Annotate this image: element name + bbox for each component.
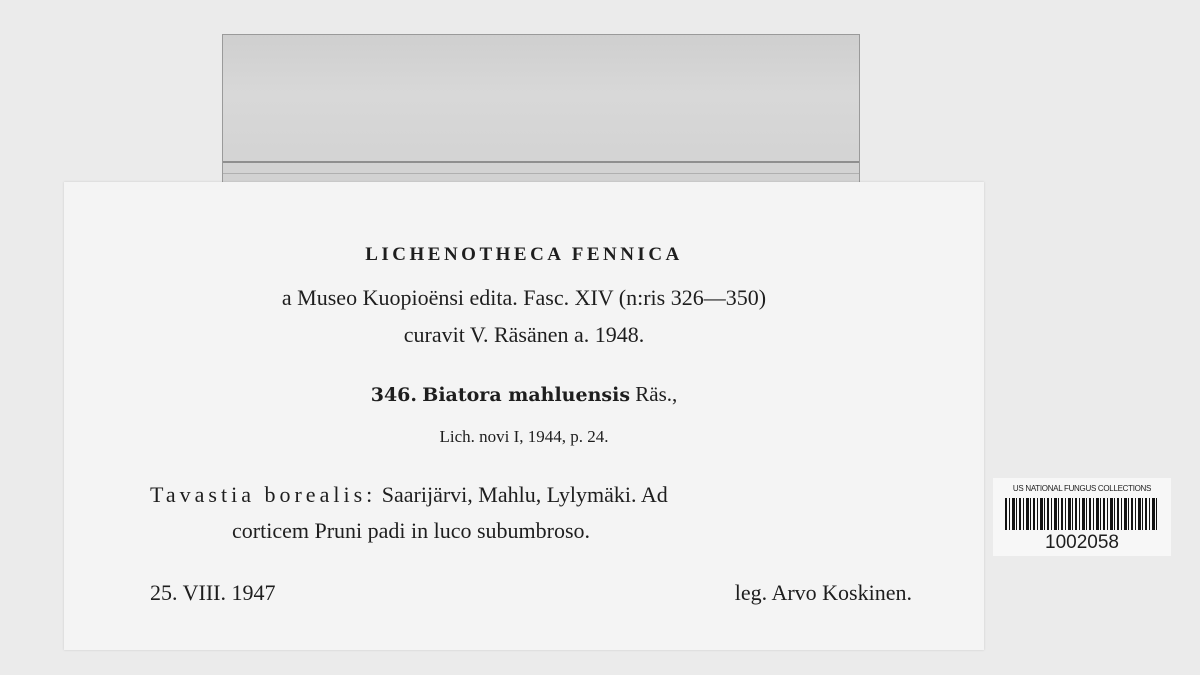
specimen-packet-strip <box>222 34 860 184</box>
locality-line-1 <box>150 482 668 508</box>
species-name: Biatora mahluensis <box>422 384 631 406</box>
label-header: LICHENOTHECA FENNICA <box>365 244 683 265</box>
locality-line-2: corticem Pruni padi in luco subumbroso. <box>232 518 591 543</box>
barcode-label <box>993 478 1171 556</box>
collector: leg. Arvo Koskinen. <box>734 580 912 605</box>
barcode-bars <box>1005 498 1159 530</box>
species-number: 346. <box>370 384 418 406</box>
collection-date: 25. VIII. 1947 <box>150 580 276 605</box>
locality-region: Tavastia borealis: <box>150 482 377 507</box>
species-author: Räs., <box>635 382 678 406</box>
curator-line: curavit V. Räsänen a. 1948. <box>403 322 645 347</box>
barcode-title: US NATIONAL FUNGUS COLLECTIONS <box>1012 484 1152 493</box>
edition-line: a Museo Kuopioënsi edita. Fasc. XIV (n:ris 326—350) <box>281 285 767 310</box>
locality-details: Saarijärvi, Mahlu, Lylymäki. Ad <box>381 482 668 507</box>
reference-line: Lich. novi I, 1944, p. 24. <box>439 427 609 446</box>
specimen-label <box>64 182 984 650</box>
barcode-number: 1002058 <box>1045 532 1119 553</box>
species-line <box>64 382 984 407</box>
